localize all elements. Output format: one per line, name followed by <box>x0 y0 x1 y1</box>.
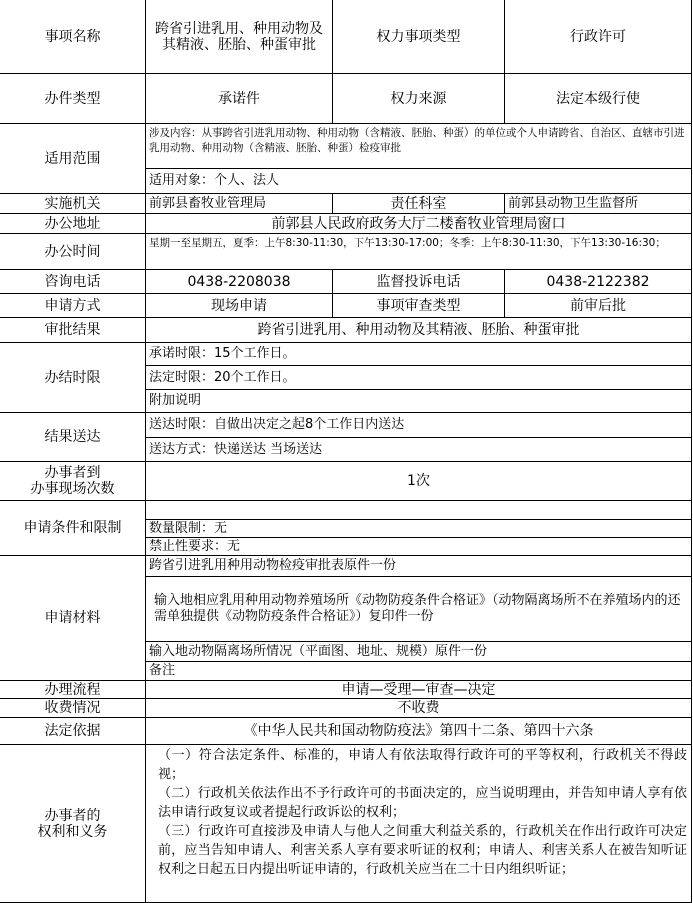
time-limit-label: 办结时限 <box>0 342 146 413</box>
item-name-label: 事项名称 <box>0 0 146 74</box>
review-type-label: 事项审查类型 <box>332 293 505 318</box>
dept-value: 前郭县动物卫生监督所 <box>504 193 692 214</box>
conditions-blank <box>145 500 692 520</box>
hours-value: 星期一至星期五，夏季：上午8:30-11:30，下午13:30-17:00；冬季：上午8:30-11:30，下午13:30-16:30； <box>145 233 692 270</box>
material-item-3: 输入地动物隔离场所情况（平面图、地址、规模）原件一份 <box>145 641 692 662</box>
rights-label-line2: 权利和义务 <box>37 823 108 840</box>
delivery-method: 送达方式：快递送达 当场送达 <box>145 437 692 462</box>
result-value: 跨省引进乳用、种用动物及其精液、胚胎、种蛋审批 <box>145 317 692 343</box>
result-label: 审批结果 <box>0 317 146 343</box>
time-limit-note: 附加说明 <box>145 389 692 413</box>
phone-value: 0438-2208038 <box>145 269 333 294</box>
material-item-1: 跨省引进乳用种用动物检疫审批表原件一份 <box>145 555 692 577</box>
rights-label <box>0 744 146 903</box>
material-item-2: 输入地相应乳用种用动物养殖场所《动物防疫条件合格证》（动物隔离场所不在养殖场内的还需单独提供《动物防疫条件合格证》）复印件一份 <box>145 576 692 642</box>
legal-basis-value: 《中华人民共和国动物防疫法》第四十二条、第四十六条 <box>145 717 692 745</box>
power-source-label: 权力来源 <box>332 73 505 124</box>
rights-content <box>145 744 692 903</box>
process-label: 办理流程 <box>0 680 146 699</box>
complaint-phone-value: 0438-2122382 <box>504 269 692 294</box>
scope-target: 适用对象：个人、法人 <box>145 168 692 194</box>
visits-value: 1次 <box>145 461 692 501</box>
legal-time-limit: 法定时限：20个工作日。 <box>145 365 692 390</box>
handle-type-label: 办件类型 <box>0 73 146 124</box>
delivery-label: 结果送达 <box>0 412 146 462</box>
power-type-value: 行政许可 <box>504 0 692 74</box>
power-source-value: 法定本级行使 <box>504 73 692 124</box>
visits-label <box>0 461 146 501</box>
apply-method-label: 申请方式 <box>0 293 146 318</box>
fee-value: 不收费 <box>145 698 692 718</box>
delivery-time: 送达时限：自做出决定之起8个工作日内送达 <box>145 412 692 438</box>
agency-value: 前郭县畜牧业管理局 <box>145 193 333 214</box>
materials-note: 备注 <box>145 661 692 681</box>
visits-label-line2: 办事现场次数 <box>30 481 115 497</box>
dept-label: 责任科室 <box>332 193 505 214</box>
promise-time-limit: 承诺时限：15个工作日。 <box>145 342 692 366</box>
visits-label-line1: 办事者到 <box>44 465 101 481</box>
fee-label: 收费情况 <box>0 698 146 718</box>
agency-label: 实施机关 <box>0 193 146 214</box>
complaint-phone-label: 监督投诉电话 <box>332 269 505 294</box>
quantity-limit: 数量限制：无 <box>145 519 692 538</box>
prohibit-requirement: 禁止性要求：无 <box>145 537 692 556</box>
power-type-label: 权力事项类型 <box>332 0 505 74</box>
rights-paragraph-1: （一）符合法定条件、标准的，申请人有依法取得行政许可的平等权利，行政机关不得歧视； <box>158 748 687 782</box>
scope-content: 涉及内容：从事跨省引进乳用动物、种用动物（含精液、胚胎、种蛋）的单位或个人申请跨省、自治区、直辖市引进乳用动物、种用动物（含精液、胚胎、种蛋）检疫审批 <box>145 123 692 169</box>
apply-method-value: 现场申请 <box>145 293 333 318</box>
address-value: 前郭县人民政府政务大厅二楼畜牧业管理局窗口 <box>145 213 692 234</box>
conditions-label: 申请条件和限制 <box>0 500 146 556</box>
process-value: 申请—受理—审查—决定 <box>145 680 692 699</box>
item-name-value: 跨省引进乳用、种用动物及其精液、胚胎、种蛋审批 <box>145 0 333 74</box>
scope-label: 适用范围 <box>0 123 146 194</box>
handle-type-value: 承诺件 <box>145 73 333 124</box>
legal-basis-label: 法定依据 <box>0 717 146 745</box>
rights-paragraph-3: （三）行政许可直接涉及申请人与他人之间重大利益关系的，行政机关在作出行政许可决定前，应当告知申请人、利害关系人享有要求听证的权利；申请人、利害关系人在被告知听证权利之日起五日内提出听证申请的，行政机关应当在二十日内组织听证； <box>158 824 687 877</box>
rights-paragraph-2: （二）行政机关依法作出不予行政许可的书面决定的，应当说明理由，并告知申请人享有依法申请行政复议或者提起行政诉讼的权利； <box>158 786 687 820</box>
materials-label: 申请材料 <box>0 555 146 681</box>
review-type-value: 前审后批 <box>504 293 692 318</box>
hours-label: 办公时间 <box>0 233 146 270</box>
address-label: 办公地址 <box>0 213 146 234</box>
phone-label: 咨询电话 <box>0 269 146 294</box>
rights-label-line1: 办事者的 <box>44 807 101 824</box>
